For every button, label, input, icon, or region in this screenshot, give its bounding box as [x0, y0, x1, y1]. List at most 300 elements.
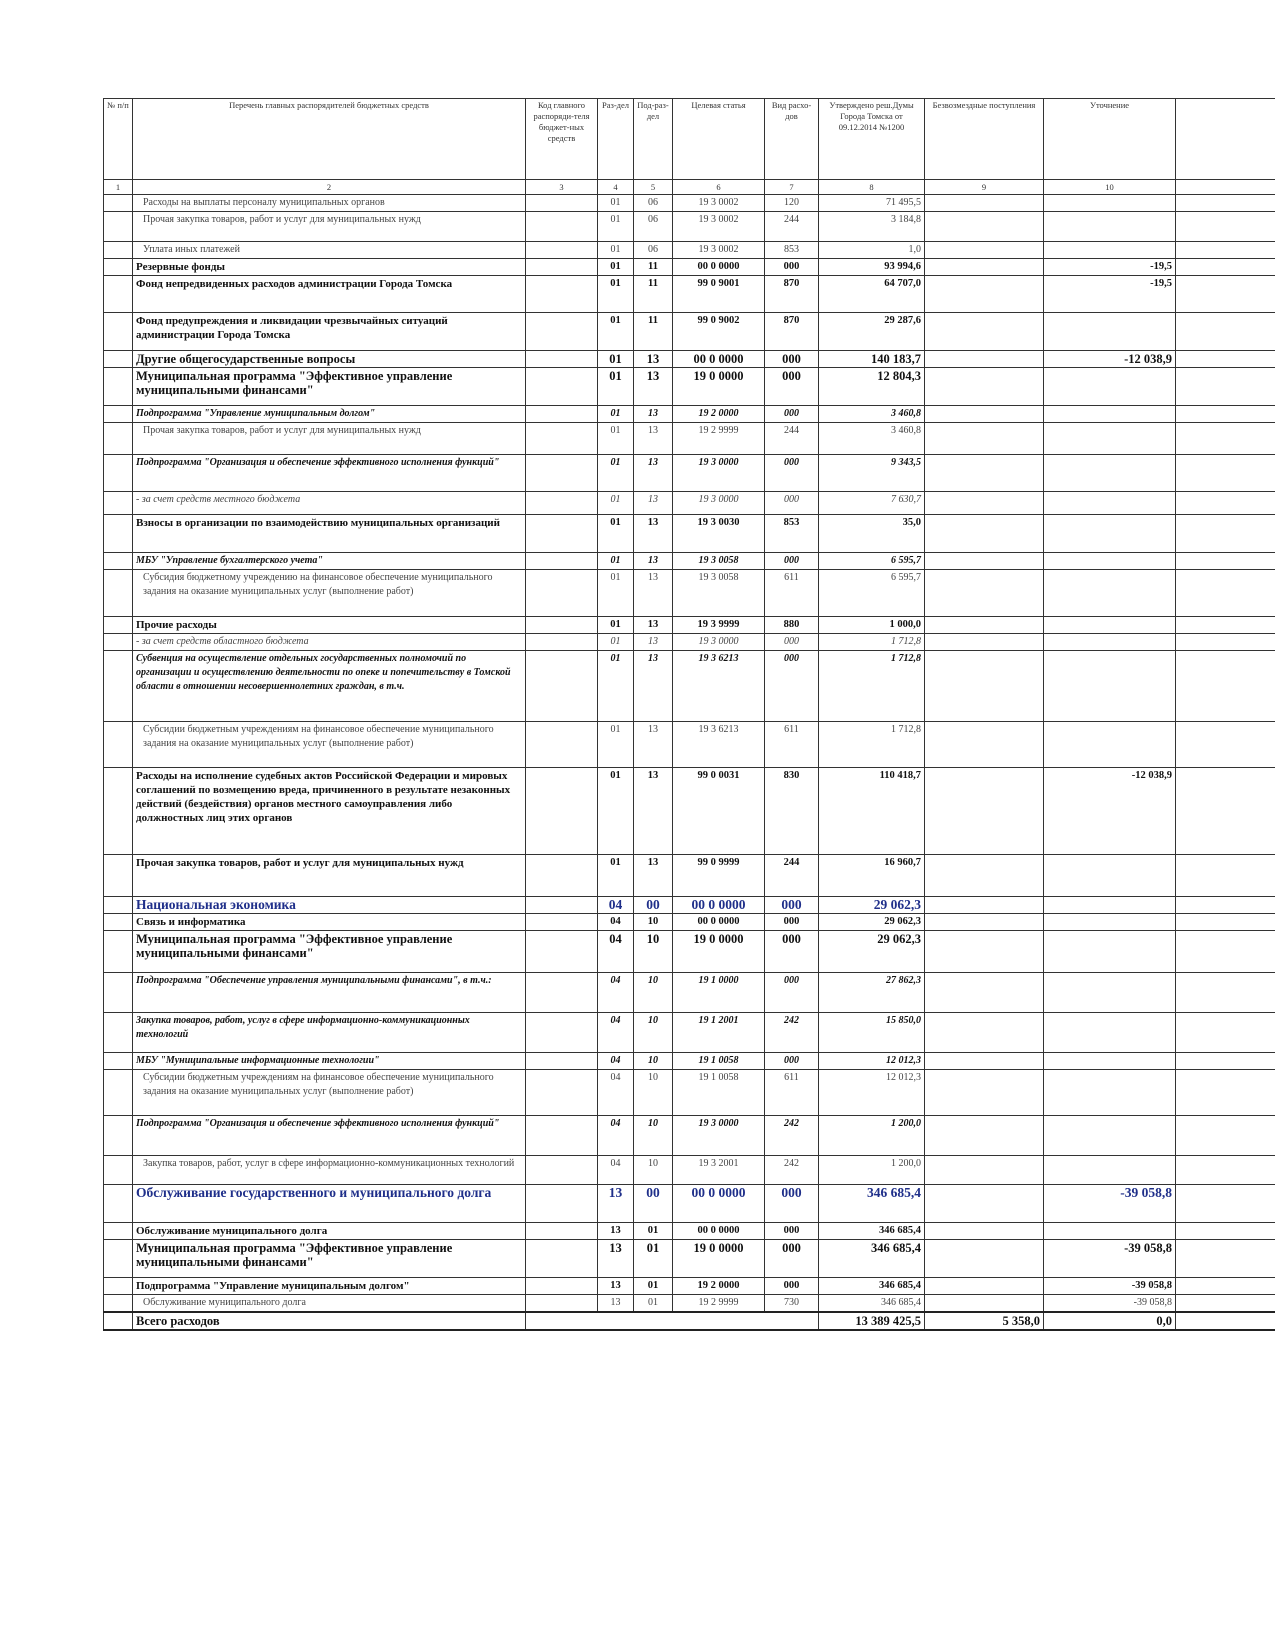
cell-num — [104, 515, 133, 553]
cell-num — [104, 195, 133, 212]
cell-edge — [1176, 423, 1275, 455]
cell-free — [925, 768, 1044, 855]
cell-vid: 000 — [765, 455, 819, 492]
table-row — [104, 855, 1275, 897]
cell-edge — [1176, 276, 1275, 313]
header-code: Код главного распоряди-теля бюджет-ных средств — [526, 99, 598, 180]
cell-code — [526, 423, 598, 455]
cell-edge — [1176, 1240, 1275, 1278]
cell-code — [526, 1053, 598, 1070]
cell-vid: 853 — [765, 515, 819, 553]
cell-change — [1044, 492, 1176, 515]
cell-free — [925, 914, 1044, 931]
table-row — [104, 768, 1275, 855]
table-row — [104, 570, 1275, 617]
cell-name: Прочие расходы — [133, 617, 526, 634]
cell-vid: 244 — [765, 855, 819, 897]
cell-num — [104, 492, 133, 515]
cell-name: Субсидии бюджетным учреждениям на финансовое обеспечение муниципального задания на оказание муниципальных услуг (выполнение работ) — [133, 722, 526, 768]
cell-change — [1044, 313, 1176, 351]
cell-code — [526, 1156, 598, 1185]
cell-approved: 35,0 — [819, 515, 925, 553]
cell-num — [104, 1013, 133, 1053]
colnum-8: 8 — [819, 180, 925, 195]
cell-code — [526, 242, 598, 259]
cell-free — [925, 855, 1044, 897]
cell-approved: 93 994,6 — [819, 259, 925, 276]
cell-approved: 16 960,7 — [819, 855, 925, 897]
cell-code — [526, 1185, 598, 1223]
cell-statya: 19 3 0002 — [673, 195, 765, 212]
cell-free — [925, 423, 1044, 455]
cell-change — [1044, 515, 1176, 553]
cell-razdel: 13 — [598, 1295, 634, 1313]
table-row — [104, 651, 1275, 722]
cell-podrazdel: 10 — [634, 931, 673, 973]
cell-edge — [1176, 515, 1275, 553]
cell-free — [925, 259, 1044, 276]
cell-podrazdel: 10 — [634, 973, 673, 1013]
cell-name: Прочая закупка товаров, работ и услуг для муниципальных нужд — [133, 212, 526, 242]
cell-podrazdel: 13 — [634, 423, 673, 455]
cell-free — [925, 973, 1044, 1013]
budget-sheet — [103, 98, 1275, 1331]
cell-change — [1044, 914, 1176, 931]
cell-change — [1044, 1053, 1176, 1070]
cell-vid: 870 — [765, 313, 819, 351]
cell-code — [526, 515, 598, 553]
cell-vid: 000 — [765, 1053, 819, 1070]
table-row — [104, 276, 1275, 313]
cell-podrazdel: 13 — [634, 515, 673, 553]
cell-num — [104, 570, 133, 617]
cell-change — [1044, 634, 1176, 651]
cell-approved: 29 062,3 — [819, 914, 925, 931]
cell-vid: 000 — [765, 634, 819, 651]
cell-name: Подпрограмма "Управление муниципальным долгом" — [133, 1278, 526, 1295]
cell-edge — [1176, 651, 1275, 722]
cell-change — [1044, 1156, 1176, 1185]
table-row — [104, 368, 1275, 406]
cell-change — [1044, 1116, 1176, 1156]
cell-razdel: 13 — [598, 1240, 634, 1278]
cell-razdel: 01 — [598, 212, 634, 242]
table-row — [104, 1240, 1275, 1278]
colnum-4: 4 — [598, 180, 634, 195]
colnum-edge — [1176, 180, 1275, 195]
cell-free — [925, 931, 1044, 973]
cell-code — [526, 768, 598, 855]
cell-edge — [1176, 1295, 1275, 1313]
table-row — [104, 973, 1275, 1013]
cell-free — [925, 313, 1044, 351]
cell-approved: 1 712,8 — [819, 722, 925, 768]
cell-code — [526, 313, 598, 351]
cell-podrazdel: 13 — [634, 406, 673, 423]
cell-num — [104, 1070, 133, 1116]
cell-approved: 3 460,8 — [819, 423, 925, 455]
cell-podrazdel: 06 — [634, 242, 673, 259]
table-header — [104, 99, 1275, 195]
cell-vid: 000 — [765, 553, 819, 570]
cell-code — [526, 368, 598, 406]
cell-razdel: 01 — [598, 406, 634, 423]
cell-razdel: 04 — [598, 931, 634, 973]
cell-razdel: 01 — [598, 855, 634, 897]
cell-code — [526, 1223, 598, 1240]
cell-podrazdel: 13 — [634, 492, 673, 515]
cell-num — [104, 768, 133, 855]
cell-vid: 000 — [765, 1185, 819, 1223]
cell-razdel: 04 — [598, 1013, 634, 1053]
header-approved: Утверждено реш.Думы Города Томска от 09.12.2014 №1200 — [819, 99, 925, 180]
cell-code — [526, 1240, 598, 1278]
cell-statya: 00 0 0000 — [673, 351, 765, 368]
table-row — [104, 1156, 1275, 1185]
cell-razdel: 04 — [598, 1053, 634, 1070]
cell-free — [925, 1156, 1044, 1185]
cell-num — [104, 1116, 133, 1156]
cell-edge — [1176, 1013, 1275, 1053]
cell-free — [925, 553, 1044, 570]
cell-num — [104, 553, 133, 570]
cell-edge — [1176, 212, 1275, 242]
cell-edge — [1176, 492, 1275, 515]
colnum-1: 1 — [104, 180, 133, 195]
cell-num — [104, 423, 133, 455]
cell-num — [104, 1156, 133, 1185]
cell-statya: 19 2 0000 — [673, 1278, 765, 1295]
cell-code — [526, 931, 598, 973]
cell-statya: 19 1 0058 — [673, 1070, 765, 1116]
cell-free — [925, 195, 1044, 212]
cell-name: Подпрограмма "Управление муниципальным долгом" — [133, 406, 526, 423]
table-row — [104, 313, 1275, 351]
cell-change — [1044, 897, 1176, 914]
cell-statya: 19 2 9999 — [673, 1295, 765, 1313]
cell-edge — [1176, 195, 1275, 212]
cell-razdel: 01 — [598, 634, 634, 651]
table-row — [104, 1185, 1275, 1223]
cell-approved: 6 595,7 — [819, 553, 925, 570]
cell-razdel: 01 — [598, 259, 634, 276]
table-body — [104, 195, 1275, 1331]
cell-edge — [1176, 973, 1275, 1013]
cell-statya: 19 3 6213 — [673, 722, 765, 768]
cell-podrazdel: 13 — [634, 855, 673, 897]
cell-name: Фонд непредвиденных расходов администрации Города Томска — [133, 276, 526, 313]
cell-edge — [1176, 768, 1275, 855]
header-free: Безвозмездные поступления — [925, 99, 1044, 180]
cell-approved: 12 012,3 — [819, 1053, 925, 1070]
cell-vid: 242 — [765, 1116, 819, 1156]
cell-approved: 27 862,3 — [819, 973, 925, 1013]
cell-statya: 00 0 0000 — [673, 897, 765, 914]
cell-num — [104, 276, 133, 313]
cell-statya: 19 3 0030 — [673, 515, 765, 553]
cell-vid: 244 — [765, 423, 819, 455]
cell-num — [104, 212, 133, 242]
cell-name: МБУ "Управление бухгалтерского учета" — [133, 553, 526, 570]
cell-vid: 242 — [765, 1013, 819, 1053]
cell-edge — [1176, 1053, 1275, 1070]
cell-approved: 1 712,8 — [819, 651, 925, 722]
cell-change — [1044, 368, 1176, 406]
cell-code — [526, 195, 598, 212]
cell-free — [925, 651, 1044, 722]
cell-free — [925, 1295, 1044, 1313]
colnum-2: 2 — [133, 180, 526, 195]
cell-num — [104, 1278, 133, 1295]
cell-podrazdel: 13 — [634, 634, 673, 651]
cell-vid: 730 — [765, 1295, 819, 1313]
cell-vid: 120 — [765, 195, 819, 212]
cell-edge — [1176, 931, 1275, 973]
cell-change — [1044, 722, 1176, 768]
cell-num — [104, 1053, 133, 1070]
cell-razdel: 13 — [598, 1185, 634, 1223]
cell-vid: 000 — [765, 973, 819, 1013]
cell-approved: 346 685,4 — [819, 1278, 925, 1295]
cell-free — [925, 1223, 1044, 1240]
total-free: 5 358,0 — [925, 1312, 1044, 1330]
cell-change — [1044, 212, 1176, 242]
table-row — [104, 617, 1275, 634]
cell-edge — [1176, 406, 1275, 423]
cell-razdel: 01 — [598, 722, 634, 768]
cell-approved: 346 685,4 — [819, 1223, 925, 1240]
cell-approved: 3 184,8 — [819, 212, 925, 242]
cell-edge — [1176, 1116, 1275, 1156]
table-row — [104, 553, 1275, 570]
cell-name: Подпрограмма "Организация и обеспечение эффективного исполнения функций" — [133, 1116, 526, 1156]
cell-approved: 346 685,4 — [819, 1295, 925, 1313]
cell-edge — [1176, 617, 1275, 634]
total-change: 0,0 — [1044, 1312, 1176, 1330]
cell-code — [526, 276, 598, 313]
cell-edge — [1176, 313, 1275, 351]
cell-razdel: 01 — [598, 515, 634, 553]
colnum-5: 5 — [634, 180, 673, 195]
cell-name: Муниципальная программа "Эффективное управление муниципальными финансами" — [133, 1240, 526, 1278]
cell-edge — [1176, 1312, 1275, 1330]
cell-name: Обслуживание муниципального долга — [133, 1223, 526, 1240]
cell-num — [104, 914, 133, 931]
cell-name: Муниципальная программа "Эффективное управление муниципальными финансами" — [133, 368, 526, 406]
cell-name: Закупка товаров, работ, услуг в сфере информационно-коммуникационных технологий — [133, 1013, 526, 1053]
cell-podrazdel: 00 — [634, 1185, 673, 1223]
table-row — [104, 1295, 1275, 1313]
cell-code — [526, 722, 598, 768]
cell-podrazdel: 01 — [634, 1278, 673, 1295]
cell-statya: 99 0 9002 — [673, 313, 765, 351]
cell-num — [104, 617, 133, 634]
cell-vid: 611 — [765, 722, 819, 768]
table-row — [104, 423, 1275, 455]
cell-change — [1044, 406, 1176, 423]
cell-change: -39 058,8 — [1044, 1295, 1176, 1313]
header-statya: Целевая статья — [673, 99, 765, 180]
cell-num — [104, 1312, 133, 1330]
table-row — [104, 1070, 1275, 1116]
cell-vid: 853 — [765, 242, 819, 259]
table-row — [104, 212, 1275, 242]
cell-razdel: 01 — [598, 492, 634, 515]
header-razdel: Раз-дел — [598, 99, 634, 180]
cell-change: -39 058,8 — [1044, 1240, 1176, 1278]
cell-name: Расходы на исполнение судебных актов Российской Федерации и мировых соглашений по возмещению вреда, причиненного в результате незаконных действий (бездействия) органов местного самоуправления либо должностных лиц этих органов — [133, 768, 526, 855]
cell-name: Уплата иных платежей — [133, 242, 526, 259]
cell-vid: 000 — [765, 651, 819, 722]
cell-approved: 29 287,6 — [819, 313, 925, 351]
cell-code — [526, 553, 598, 570]
table-row — [104, 195, 1275, 212]
cell-name: Субсидии бюджетным учреждениям на финансовое обеспечение муниципального задания на оказание муниципальных услуг (выполнение работ) — [133, 1070, 526, 1116]
cell-name: Другие общегосударственные вопросы — [133, 351, 526, 368]
cell-podrazdel: 10 — [634, 1013, 673, 1053]
cell-vid: 000 — [765, 1278, 819, 1295]
cell-free — [925, 455, 1044, 492]
total-row — [104, 1312, 1275, 1330]
cell-approved: 71 495,5 — [819, 195, 925, 212]
cell-free — [925, 1185, 1044, 1223]
cell-statya: 19 1 2001 — [673, 1013, 765, 1053]
cell-change — [1044, 973, 1176, 1013]
cell-razdel: 01 — [598, 768, 634, 855]
cell-vid: 000 — [765, 406, 819, 423]
cell-free — [925, 617, 1044, 634]
table-row — [104, 492, 1275, 515]
cell-num — [104, 368, 133, 406]
cell-statya: 99 0 9001 — [673, 276, 765, 313]
cell-edge — [1176, 242, 1275, 259]
cell-razdel: 01 — [598, 455, 634, 492]
cell-name: Национальная экономика — [133, 897, 526, 914]
cell-statya: 00 0 0000 — [673, 1223, 765, 1240]
table-row — [104, 1278, 1275, 1295]
cell-name: МБУ "Муниципальные информационные технологии" — [133, 1053, 526, 1070]
cell-change: -39 058,8 — [1044, 1278, 1176, 1295]
cell-num — [104, 242, 133, 259]
cell-vid: 000 — [765, 351, 819, 368]
cell-vid: 870 — [765, 276, 819, 313]
cell-edge — [1176, 722, 1275, 768]
cell-free — [925, 1053, 1044, 1070]
cell-free — [925, 1278, 1044, 1295]
cell-free — [925, 570, 1044, 617]
cell-podrazdel: 01 — [634, 1223, 673, 1240]
cell-podrazdel: 06 — [634, 212, 673, 242]
header-change: Уточнение — [1044, 99, 1176, 180]
cell-vid: 611 — [765, 1070, 819, 1116]
cell-name: Подпрограмма "Обеспечение управления муниципальными финансами", в т.ч.: — [133, 973, 526, 1013]
table-row — [104, 931, 1275, 973]
cell-razdel: 04 — [598, 1156, 634, 1185]
cell-vid: 000 — [765, 931, 819, 973]
cell-statya: 19 2 9999 — [673, 423, 765, 455]
cell-approved: 15 850,0 — [819, 1013, 925, 1053]
table-row — [104, 351, 1275, 368]
cell-podrazdel: 11 — [634, 276, 673, 313]
cell-podrazdel: 01 — [634, 1240, 673, 1278]
colnum-7: 7 — [765, 180, 819, 195]
header-podrazdel: Под-раз-дел — [634, 99, 673, 180]
cell-code — [526, 259, 598, 276]
cell-num — [104, 351, 133, 368]
cell-change: -12 038,9 — [1044, 351, 1176, 368]
cell-free — [925, 351, 1044, 368]
table-row — [104, 914, 1275, 931]
cell-change — [1044, 1223, 1176, 1240]
cell-num — [104, 855, 133, 897]
cell-code — [526, 406, 598, 423]
cell-edge — [1176, 1185, 1275, 1223]
cell-change — [1044, 553, 1176, 570]
cell-edge — [1176, 553, 1275, 570]
cell-num — [104, 931, 133, 973]
cell-razdel: 04 — [598, 897, 634, 914]
cell-change — [1044, 455, 1176, 492]
cell-free — [925, 1116, 1044, 1156]
table-row — [104, 1116, 1275, 1156]
cell-code — [526, 351, 598, 368]
cell-num — [104, 722, 133, 768]
cell-approved: 12 804,3 — [819, 368, 925, 406]
cell-statya: 00 0 0000 — [673, 914, 765, 931]
cell-free — [925, 634, 1044, 651]
cell-podrazdel: 13 — [634, 553, 673, 570]
table-row — [104, 1013, 1275, 1053]
cell-code — [526, 1013, 598, 1053]
colnum-3: 3 — [526, 180, 598, 195]
cell-approved: 7 630,7 — [819, 492, 925, 515]
cell-statya: 19 3 0000 — [673, 455, 765, 492]
total-approved: 13 389 425,5 — [819, 1312, 925, 1330]
cell-vid: 000 — [765, 1240, 819, 1278]
cell-free — [925, 492, 1044, 515]
cell-approved: 346 685,4 — [819, 1185, 925, 1223]
cell-vid: 244 — [765, 212, 819, 242]
cell-change — [1044, 617, 1176, 634]
cell-statya: 19 3 2001 — [673, 1156, 765, 1185]
cell-statya: 99 0 9999 — [673, 855, 765, 897]
cell-vid: 000 — [765, 897, 819, 914]
cell-name: - за счет средств местного бюджета — [133, 492, 526, 515]
cell-name: Обслуживание государственного и муниципального долга — [133, 1185, 526, 1223]
cell-podrazdel: 13 — [634, 617, 673, 634]
cell-razdel: 01 — [598, 242, 634, 259]
cell-name: Прочая закупка товаров, работ и услуг для муниципальных нужд — [133, 855, 526, 897]
cell-vid: 611 — [765, 570, 819, 617]
cell-statya: 19 3 6213 — [673, 651, 765, 722]
cell-edge — [1176, 351, 1275, 368]
cell-edge — [1176, 455, 1275, 492]
table-row — [104, 242, 1275, 259]
colnum-6: 6 — [673, 180, 765, 195]
cell-code — [526, 570, 598, 617]
cell-code — [526, 492, 598, 515]
table-row — [104, 259, 1275, 276]
cell-code — [526, 651, 598, 722]
cell-approved: 6 595,7 — [819, 570, 925, 617]
cell-podrazdel: 13 — [634, 722, 673, 768]
cell-change — [1044, 195, 1176, 212]
cell-approved: 64 707,0 — [819, 276, 925, 313]
cell-statya: 19 0 0000 — [673, 1240, 765, 1278]
cell-approved: 3 460,8 — [819, 406, 925, 423]
cell-name: Подпрограмма "Организация и обеспечение эффективного исполнения функций" — [133, 455, 526, 492]
cell-num — [104, 1295, 133, 1313]
